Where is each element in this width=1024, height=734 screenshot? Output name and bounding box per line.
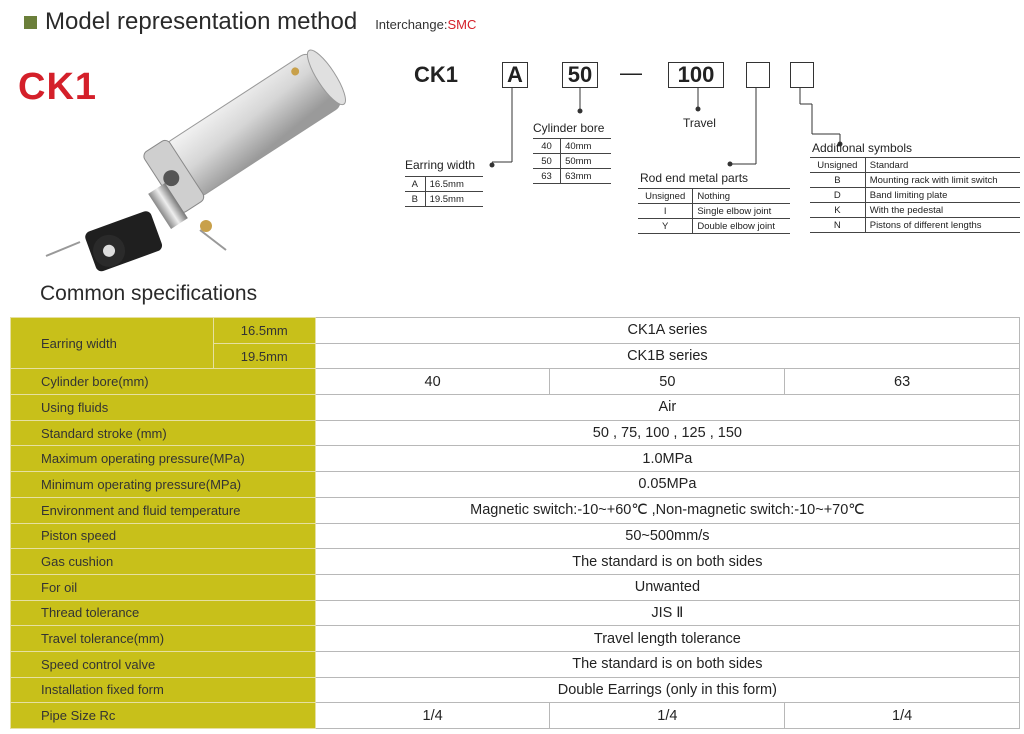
table-row: K With the pedestal [810,203,1020,218]
row-value: 50~500mm/s [315,523,1019,549]
table-row: 63 63mm [533,169,611,184]
table-row [11,523,1020,549]
row-label: Speed control valve [11,651,316,677]
table-row [11,472,1020,498]
rod-end-table [638,188,790,234]
row-label: Using fluids [11,395,316,421]
table-row: Y Double elbow joint [638,219,790,234]
row-label: Maximum operating pressure(MPa) [11,446,316,472]
row-label: Installation fixed form [11,677,316,703]
table-row [11,600,1020,626]
row-value: Unwanted [315,574,1019,600]
row-label: Thread tolerance [11,600,316,626]
table-row: Unsigned Standard [810,158,1020,173]
earring-value-2: CK1B series [315,343,1019,369]
table-row [11,369,1020,395]
table-row [11,651,1020,677]
bore-value: 40 [315,369,550,395]
earring-width-label: Earring width [405,158,476,172]
code-slot-earring: A [502,62,528,88]
row-value: JIS Ⅱ [315,600,1019,626]
earring-sub-1: 16.5mm [213,318,315,344]
table-row: A 16.5mm [405,177,483,192]
row-value: Air [315,395,1019,421]
code-slot-bore: 50 [562,62,598,88]
row-value: Double Earrings (only in this form) [315,677,1019,703]
table-row: I Single elbow joint [638,204,790,219]
row-value: Magnetic switch:-10~+60℃ ,Non-magnetic switch:-10~+70℃ [315,497,1019,523]
row-label-earring-width: Earring width [11,318,214,369]
table-row: 50 50mm [533,154,611,169]
table-row: N Pistons of different lengths [810,218,1020,233]
table-row [11,703,1020,729]
row-value: The standard is on both sides [315,549,1019,575]
table-row [11,420,1020,446]
table-row: Unsigned Nothing [638,189,790,204]
code-slot-rod-end [746,62,770,88]
section-title: Model representation method [45,8,358,35]
table-row: D Band limiting plate [810,188,1020,203]
interchange-brand: SMC [447,16,477,32]
table-row [11,446,1020,472]
row-value: 1.0MPa [315,446,1019,472]
row-label-bore: Cylinder bore(mm) [11,369,316,395]
specs-title: Common specifications [40,282,258,305]
row-label: Piston speed [11,523,316,549]
table-row [11,549,1020,575]
bullet-square-icon [24,16,37,29]
row-label: Minimum operating pressure(MPa) [11,472,316,498]
earring-value-1: CK1A series [315,318,1019,344]
code-dash: — [620,60,642,85]
row-value: 50 , 75, 100 , 125 , 150 [315,420,1019,446]
pipe-value: 1/4 [785,703,1020,729]
interchange-note: Interchange:SMC [375,16,477,32]
row-label: Environment and fluid temperature [11,497,316,523]
row-label: Standard stroke (mm) [11,420,316,446]
row-value: Travel length tolerance [315,626,1019,652]
row-label: For oil [11,574,316,600]
pipe-value: 1/4 [315,703,550,729]
row-value: The standard is on both sides [315,651,1019,677]
additional-symbols-label: Additional symbols [812,141,913,155]
bore-value: 50 [550,369,785,395]
specs-table [10,317,1020,729]
table-row: 40 40mm [533,139,611,154]
product-name: CK1 [18,66,98,108]
bore-value: 63 [785,369,1020,395]
earring-width-table [405,176,483,207]
cylinder-product-image [30,40,360,275]
table-row [11,574,1020,600]
table-row [11,677,1020,703]
earring-sub-2: 19.5mm [213,343,315,369]
rod-end-label: Rod end metal parts [640,171,749,185]
cylinder-bore-table [533,138,611,184]
code-slot-additional [790,62,814,88]
row-label: Gas cushion [11,549,316,575]
section-header [24,8,476,36]
table-row [11,497,1020,523]
pipe-value: 1/4 [550,703,785,729]
code-slot-travel: 100 [668,62,724,88]
table-row [11,395,1020,421]
additional-symbols-table [810,157,1020,233]
table-row [11,626,1020,652]
table-row: B 19.5mm [405,192,483,207]
row-label-pipe-size: Pipe Size Rc [11,703,316,729]
cylinder-bore-label: Cylinder bore [533,121,605,135]
table-row: B Mounting rack with limit switch [810,173,1020,188]
table-row [11,318,1020,344]
model-prefix: CK1 [414,62,459,87]
row-value: 0.05MPa [315,472,1019,498]
row-label: Travel tolerance(mm) [11,626,316,652]
travel-label: Travel [683,116,716,130]
